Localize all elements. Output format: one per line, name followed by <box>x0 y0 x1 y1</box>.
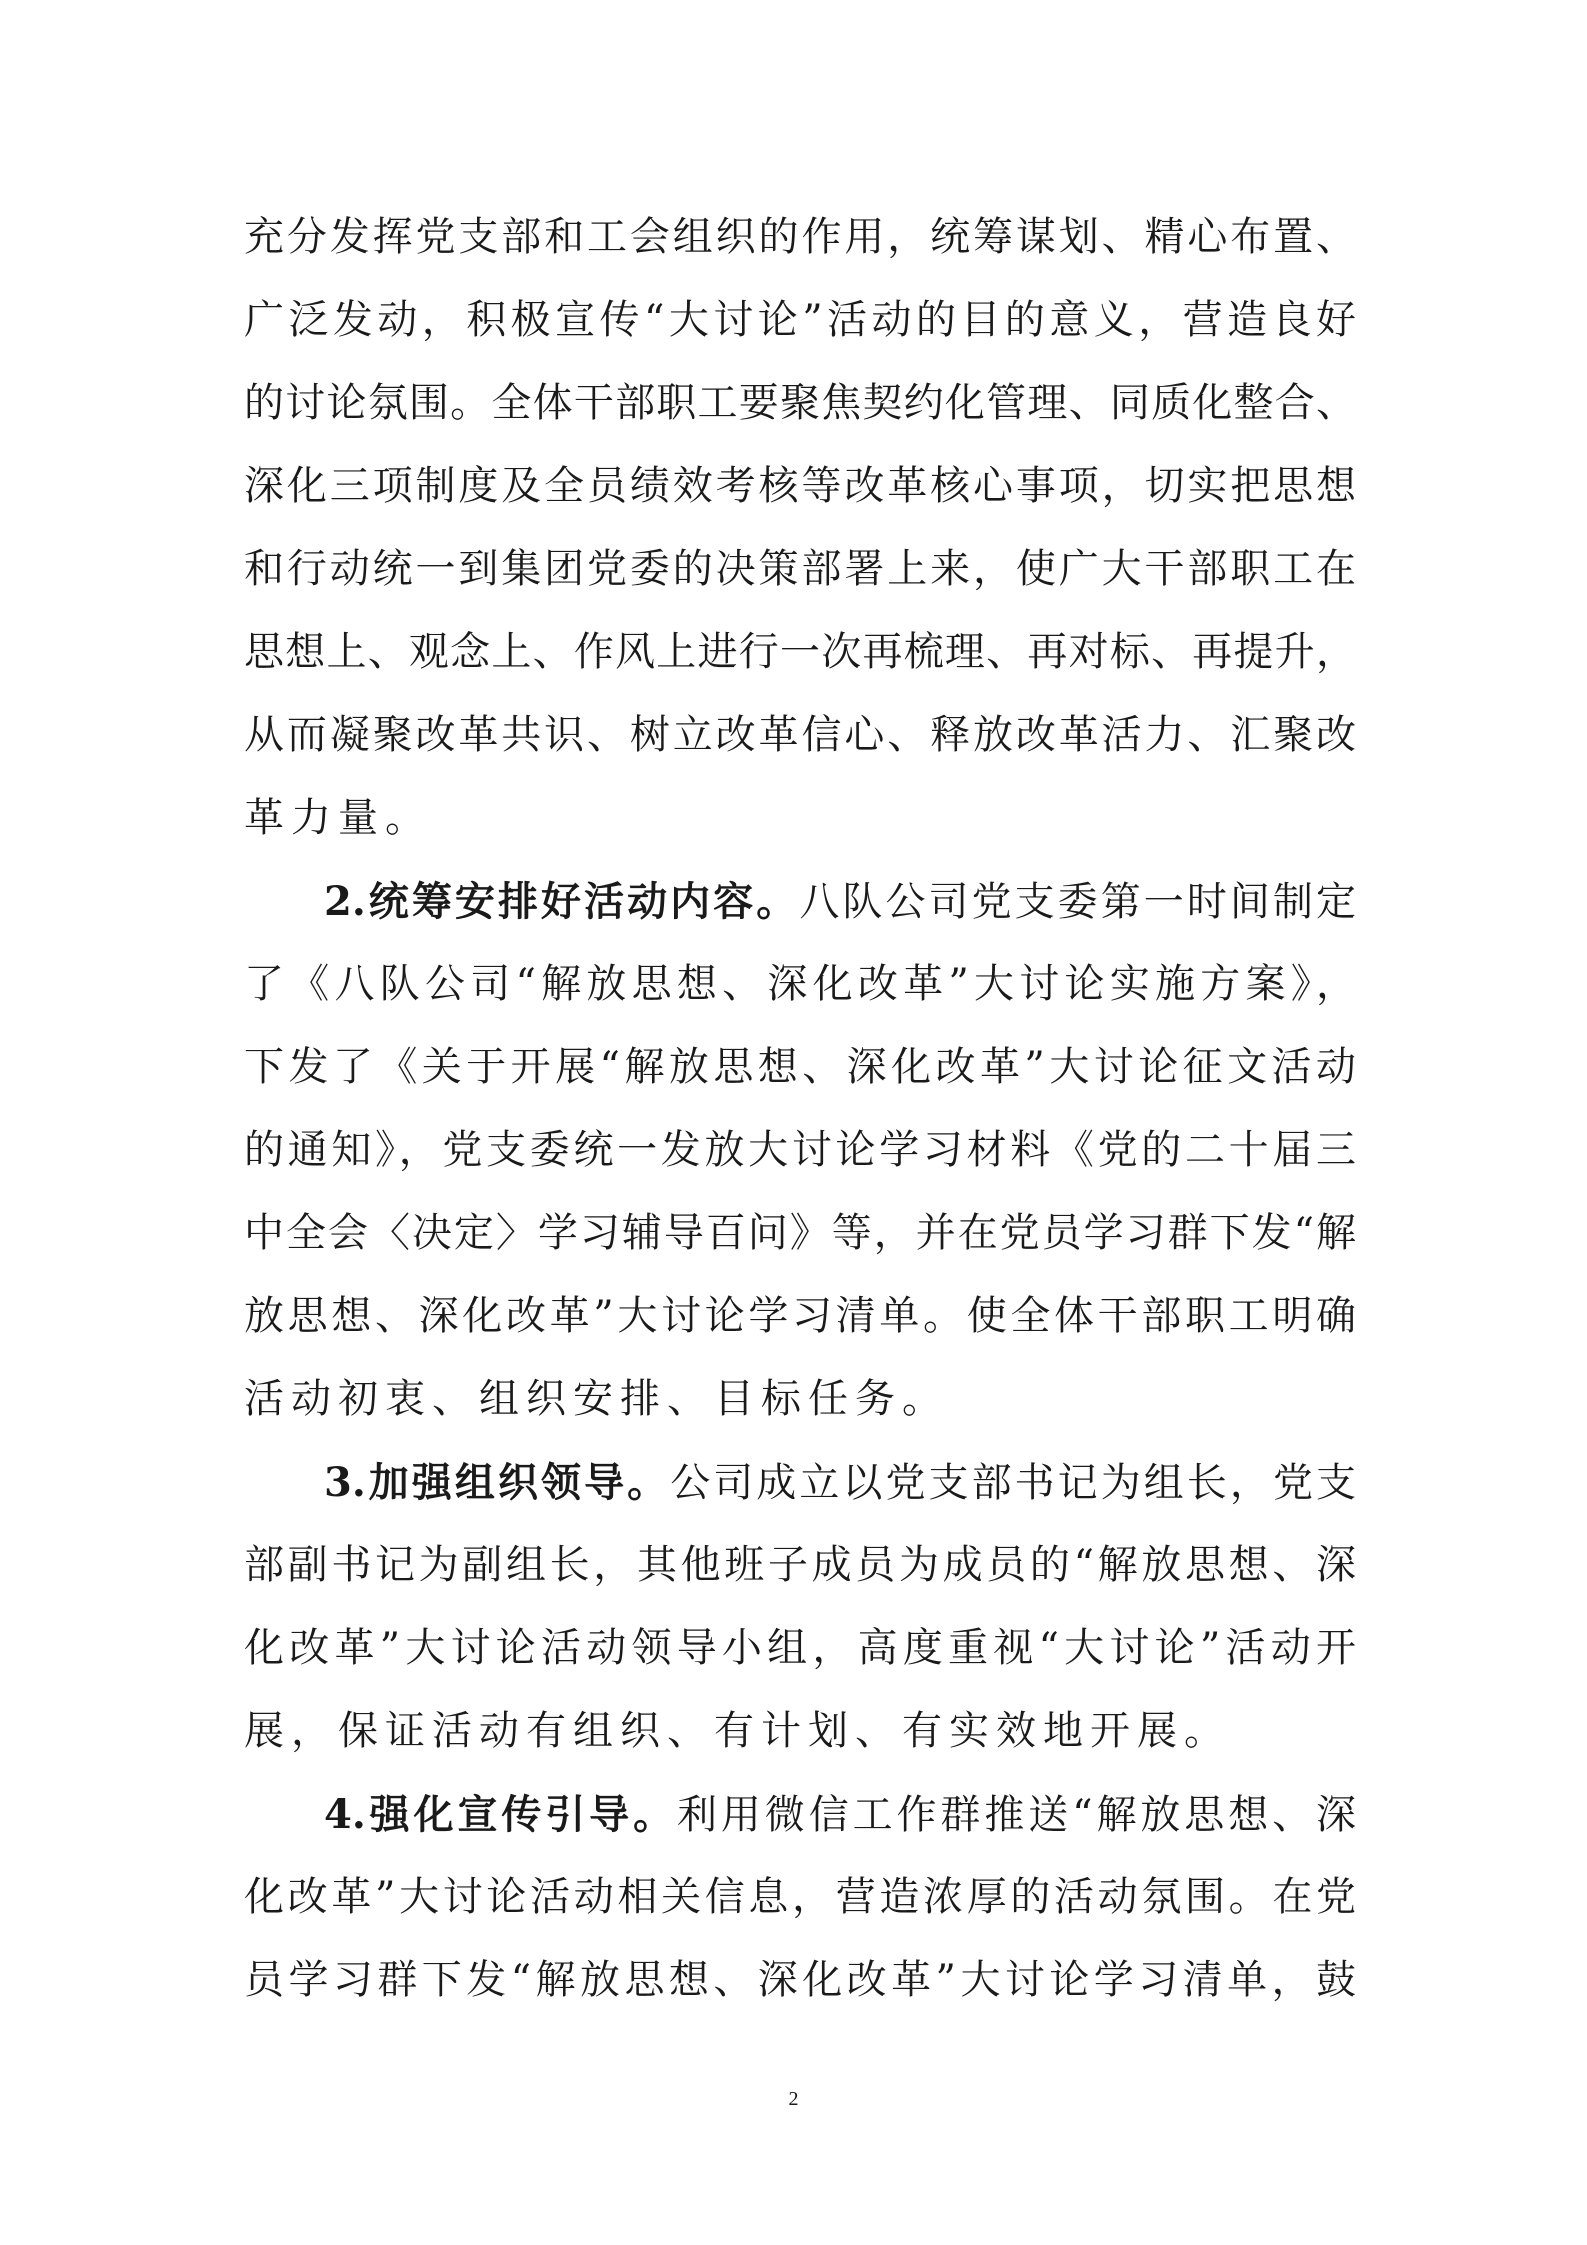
paragraph-1-line: 深化三项制度及全员绩效考核等改革核心事项，切实把思想 <box>244 463 1356 509</box>
paragraph-2-line: 中全会〈决定〉学习辅导百问》等，并在党员学习群下发“解 <box>244 1210 1356 1256</box>
paragraph-1-line: 的讨论氛围。全体干部职工要聚焦契约化管理、同质化整合、 <box>244 380 1356 426</box>
paragraph-3-first-line-text: 公司成立以党支部书记为组长，党支 <box>670 1460 1356 1506</box>
paragraph-3-first-line <box>244 1441 1356 1524</box>
page-number: 2 <box>788 2088 799 2110</box>
paragraph-2-first-line <box>244 860 1356 943</box>
paragraph-1-line: 和行动统一到集团党委的决策部署上来，使广大干部职工在 <box>244 546 1356 592</box>
paragraph-1-line: 思想上、观念上、作风上进行一次再梳理、再对标、再提升， <box>244 629 1356 675</box>
paragraph-2-line: 放思想、深化改革”大讨论学习清单。使全体干部职工明确 <box>244 1293 1356 1339</box>
paragraph-2-heading: 2.统筹安排好活动内容。 <box>324 878 800 925</box>
paragraph-4-first-line <box>244 1773 1356 1856</box>
paragraph-2-first-line-text: 八队公司党支委第一时间制定 <box>799 879 1357 925</box>
document-body <box>244 196 1356 2022</box>
paragraph-1-line: 革力量。 <box>244 795 432 841</box>
paragraph-2-line: 了《八队公司“解放思想、深化改革”大讨论实施方案》， <box>244 961 1356 1007</box>
paragraph-2-line: 的通知》，党支委统一发放大讨论学习材料《党的二十届三 <box>244 1127 1356 1173</box>
paragraph-4-heading: 4.强化宣传引导。 <box>324 1791 677 1838</box>
paragraph-1-line: 充分发挥党支部和工会组织的作用，统筹谋划、精心布置、 <box>244 214 1356 260</box>
paragraph-3-heading: 3.加强组织领导。 <box>324 1459 671 1506</box>
paragraph-3-line: 部副书记为副组长，其他班子成员为成员的“解放思想、深 <box>244 1542 1356 1588</box>
paragraph-4-line: 员学习群下发“解放思想、深化改革”大讨论学习清单，鼓 <box>244 1957 1356 2003</box>
paragraph-1-line: 广泛发动，积极宣传“大讨论”活动的目的意义，营造良好 <box>244 297 1356 343</box>
paragraph-1-line: 从而凝聚改革共识、树立改革信心、释放改革活力、汇聚改 <box>244 712 1356 758</box>
paragraph-3-line: 化改革”大讨论活动领导小组，高度重视“大讨论”活动开 <box>244 1625 1356 1671</box>
paragraph-2-line: 下发了《关于开展“解放思想、深化改革”大讨论征文活动 <box>244 1044 1356 1090</box>
paragraph-4-line: 化改革”大讨论活动相关信息，营造浓厚的活动氛围。在党 <box>244 1874 1356 1920</box>
paragraph-2-line: 活动初衷、组织安排、目标任务。 <box>244 1376 949 1422</box>
paragraph-4-first-line-text: 利用微信工作群推送“解放思想、深 <box>677 1792 1357 1838</box>
paragraph-3-line: 展，保证活动有组织、有计划、有实效地开展。 <box>244 1708 1231 1754</box>
